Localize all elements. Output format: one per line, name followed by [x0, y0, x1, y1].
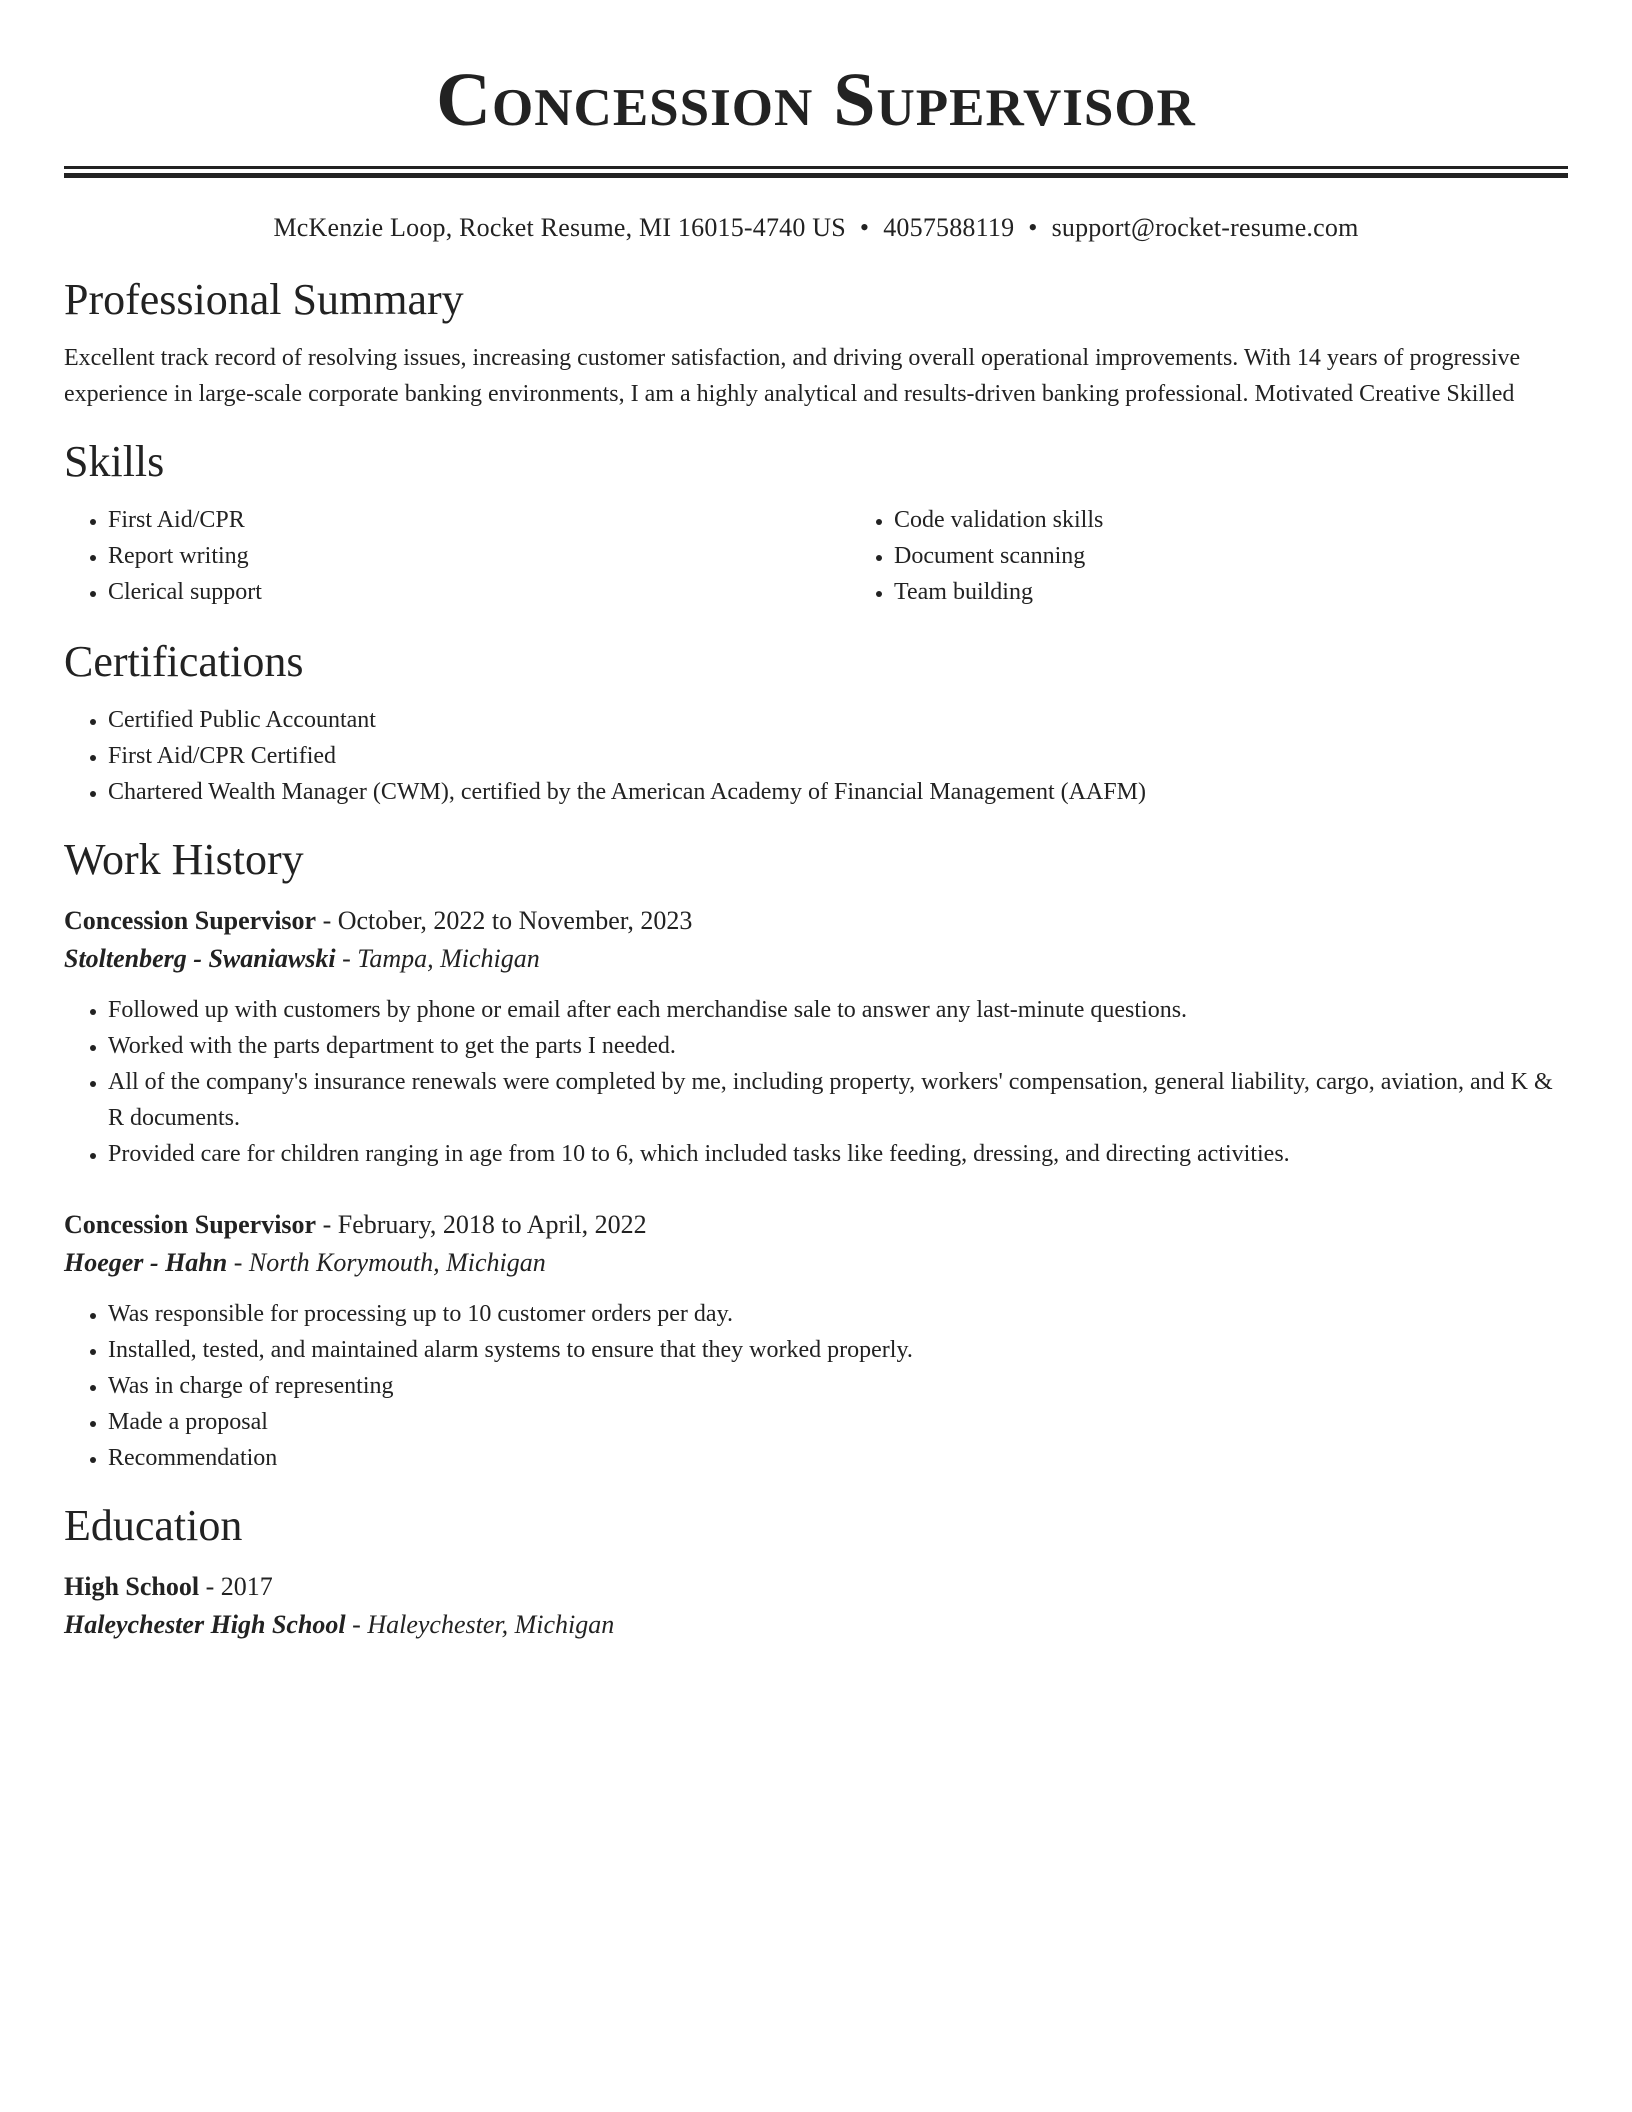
- job-dates: - October, 2022 to November, 2023: [316, 906, 693, 935]
- skill-item: • Document scanning: [894, 538, 1632, 574]
- skills-heading: Skills: [64, 437, 165, 486]
- education-location: - Haleychester, Michigan: [345, 1610, 615, 1639]
- education-entry: [64, 1568, 1568, 1644]
- summary-heading: Professional Summary: [64, 275, 464, 324]
- skills-grid: [64, 502, 1568, 610]
- job-company: Stoltenberg - Swaniawski: [64, 944, 336, 973]
- job-role: Concession Supervisor: [64, 1210, 317, 1239]
- education-year: - 2017: [199, 1572, 273, 1601]
- education-school: Haleychester High School: [64, 1610, 346, 1639]
- job-location: - Tampa, Michigan: [335, 944, 540, 973]
- education-degree: High School: [64, 1572, 200, 1601]
- job-entry: [64, 1206, 1568, 1476]
- job-bullet: • Provided care for children ranging in age from 10 to 6, which included tasks like feeding, dressing, and directing activities.: [108, 1136, 1568, 1172]
- certification-item: • Chartered Wealth Manager (CWM), certified by the American Academy of Financial Management (AAFM): [108, 774, 1568, 810]
- job-bullets: [64, 1296, 1568, 1476]
- job-header: [64, 902, 1568, 940]
- skill-item: • Clerical support: [108, 574, 850, 610]
- skill-item: • Code validation skills: [894, 502, 1632, 538]
- job-bullet: • Made a proposal: [108, 1404, 1568, 1440]
- certifications-list: [64, 702, 1568, 810]
- job-company: Hoeger - Hahn: [64, 1248, 228, 1277]
- skills-list-right: [850, 502, 1632, 610]
- skill-item: • Report writing: [108, 538, 850, 574]
- job-company-line: [64, 1244, 1568, 1282]
- job-bullet: • Worked with the parts department to get the parts I needed.: [108, 1028, 1568, 1064]
- job-role: Concession Supervisor: [64, 906, 317, 935]
- job-bullet: • Installed, tested, and maintained alarm systems to ensure that they worked properly.: [108, 1332, 1568, 1368]
- resume-title: Concession Supervisor: [436, 58, 1196, 142]
- skills-list-left: [64, 502, 850, 610]
- contact-separator: •: [859, 213, 870, 242]
- contact-line: [64, 208, 1568, 248]
- certification-item: • Certified Public Accountant: [108, 702, 1568, 738]
- job-bullet: • Followed up with customers by phone or email after each merchandise sale to answer any last-minute questions.: [108, 992, 1568, 1028]
- job-company-line: [64, 940, 1568, 978]
- contact-email: support@rocket-resume.com: [1051, 213, 1359, 242]
- job-header: [64, 1206, 1568, 1244]
- summary-text: Excellent track record of resolving issues, increasing customer satisfaction, and driving overall operational improvements. With 14 years of progressive experience in large-scale corporate banking environments, I am a highly analytical and results-driven banking professional. Motivated Creative Skilled: [64, 345, 1521, 407]
- job-entry: [64, 902, 1568, 1172]
- title-divider: [64, 166, 1568, 178]
- work-history-heading: Work History: [64, 835, 304, 884]
- job-bullet: • Was responsible for processing up to 10 customer orders per day.: [108, 1296, 1568, 1332]
- contact-address: McKenzie Loop, Rocket Resume, MI 16015-4740 US: [273, 213, 846, 242]
- contact-phone: 4057588119: [883, 213, 1015, 242]
- education-header: [64, 1568, 1568, 1606]
- job-bullets: [64, 992, 1568, 1172]
- job-location: - North Korymouth, Michigan: [227, 1248, 546, 1277]
- job-bullet: • Recommendation: [108, 1440, 1568, 1476]
- education-school-line: [64, 1606, 1568, 1644]
- education-heading: Education: [64, 1501, 243, 1550]
- job-bullet: • All of the company's insurance renewals were completed by me, including property, workers' compensation, general liability, cargo, aviation, and K & R documents.: [108, 1064, 1568, 1136]
- skill-item: • First Aid/CPR: [108, 502, 850, 538]
- certifications-heading: Certifications: [64, 637, 304, 686]
- job-dates: - February, 2018 to April, 2022: [316, 1210, 647, 1239]
- contact-separator: •: [1028, 213, 1038, 242]
- job-bullet: • Was in charge of representing: [108, 1368, 1568, 1404]
- skill-item: • Team building: [894, 574, 1632, 610]
- certification-item: • First Aid/CPR Certified: [108, 738, 1568, 774]
